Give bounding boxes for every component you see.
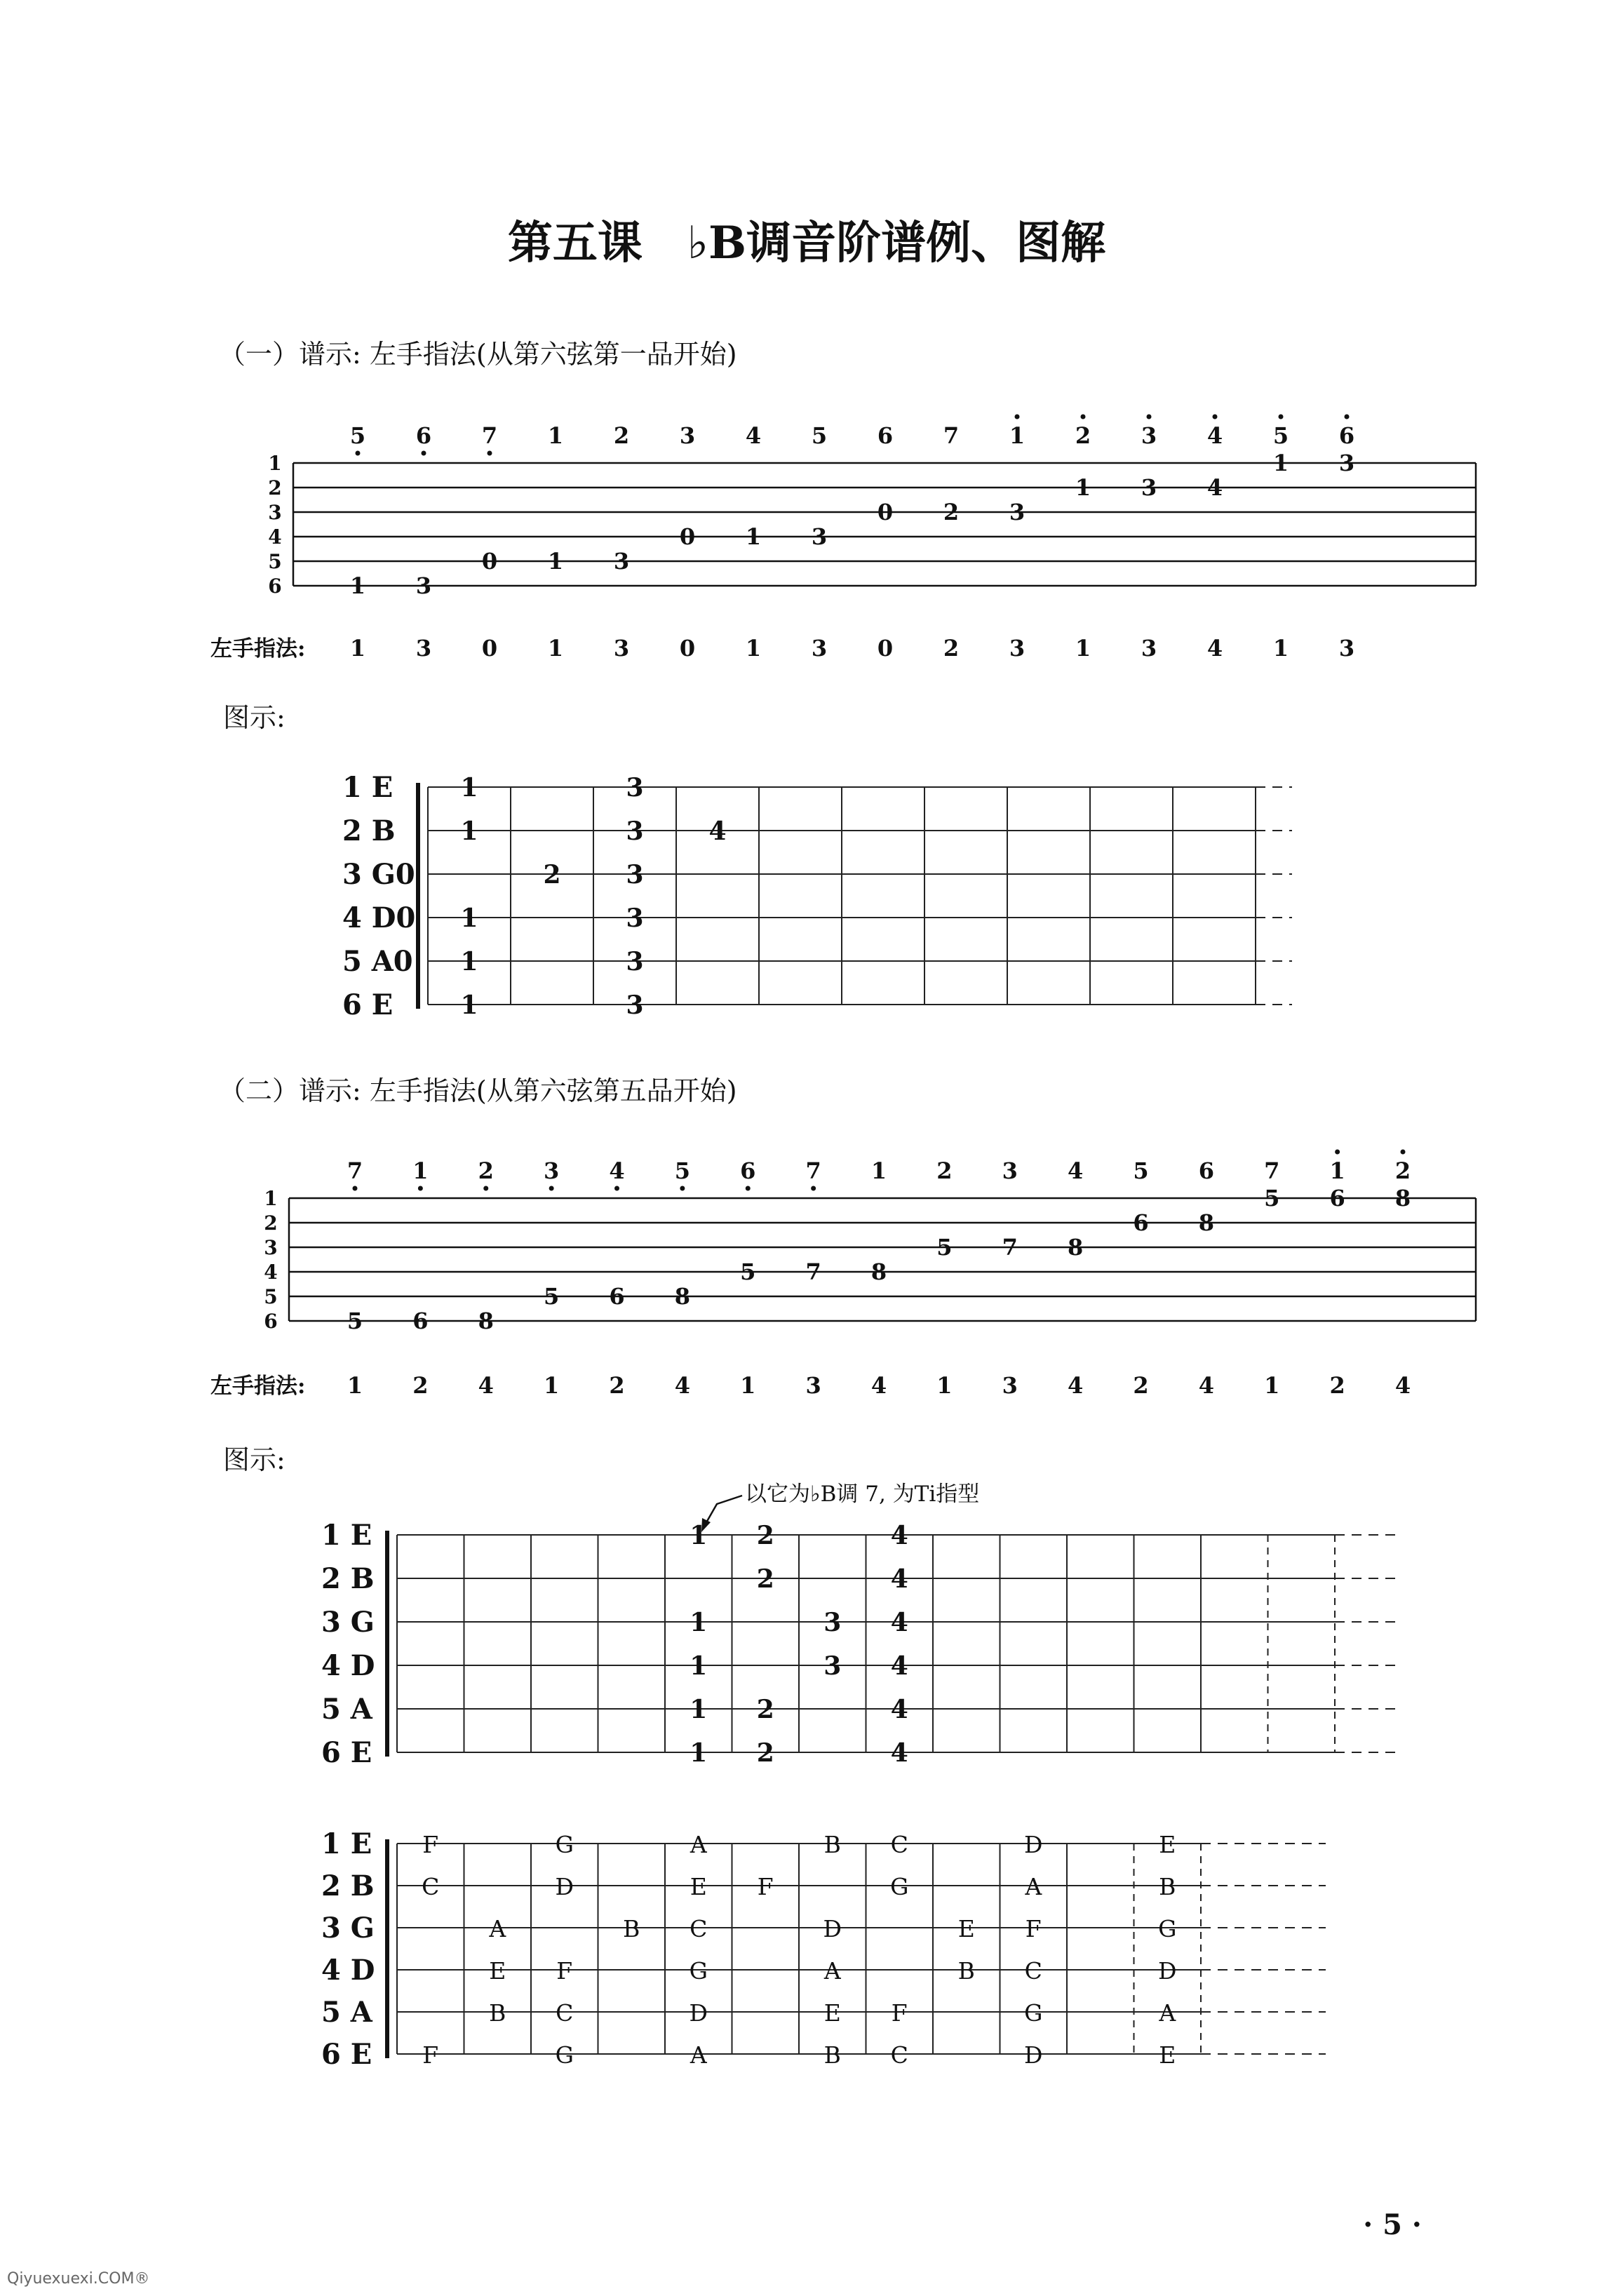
scale-note-number: 2: [478, 1157, 494, 1184]
octave-dot-high: [1081, 415, 1086, 419]
fingering-number: 2: [943, 635, 960, 662]
fingering-number: 4: [1206, 635, 1223, 662]
tab-fret-number: 5: [543, 1283, 560, 1310]
string-label: 2 B: [321, 1869, 375, 1902]
fingering-number: 1: [740, 1372, 756, 1399]
string-label: 3 G: [321, 1912, 375, 1945]
octave-dot-high: [1335, 1150, 1340, 1155]
tab-fret-number: 8: [870, 1258, 887, 1285]
fingering-number: 4: [1394, 1372, 1411, 1399]
fret-mark: D: [1158, 1957, 1177, 1985]
fret-mark: A: [690, 2041, 707, 2069]
fret-mark: 1: [460, 904, 478, 933]
fret-mark: 3: [626, 991, 644, 1020]
section2-heading: （二）谱示: 左手指法(从第六弦第五品开始): [219, 1075, 737, 1106]
fret-mark: 1: [690, 1521, 708, 1550]
tab-fret-number: 6: [1133, 1209, 1149, 1236]
fret-mark: 1: [460, 817, 478, 846]
scale-note-number: 1: [1329, 1157, 1345, 1184]
fret-mark: B: [489, 1999, 506, 2027]
fret-mark: 1: [460, 773, 478, 803]
scale-note-number: 3: [1002, 1157, 1018, 1184]
tab-fret-number: 1: [745, 523, 762, 550]
scale-note-number: 6: [415, 422, 432, 449]
scale-note-number: 5: [1272, 422, 1289, 449]
fret-mark: 1: [690, 1738, 708, 1768]
tab-fret-number: 4: [1206, 474, 1223, 501]
scale-note-number: 1: [547, 422, 564, 449]
fret-mark: G: [890, 1873, 909, 1900]
tab-fret-number: 3: [1009, 499, 1025, 525]
fret-mark: C: [890, 2041, 908, 2069]
fret-mark: C: [556, 1999, 574, 2027]
tab-fret-number: 5: [740, 1258, 756, 1285]
fret-mark: D: [1024, 2041, 1043, 2069]
fret-mark: B: [823, 1831, 841, 1858]
fingering-number: 1: [349, 635, 366, 662]
string-label: 1 E: [321, 1519, 372, 1552]
tab-string-number: 5: [264, 1285, 278, 1308]
tab-string-number: 2: [268, 476, 282, 499]
fret-mark: G: [1024, 1999, 1043, 2027]
string-label: 5 A: [321, 1693, 372, 1726]
tab-fret-number: 0: [877, 499, 894, 525]
octave-dot-low: [614, 1186, 619, 1191]
fret-mark: C: [1024, 1957, 1042, 1985]
tab-string-number: 6: [264, 1310, 278, 1333]
fingering-number: 2: [1329, 1372, 1345, 1399]
annotation-arrow: [706, 1496, 742, 1524]
scale-note-number: 4: [1067, 1157, 1084, 1184]
scale-note-number: 2: [936, 1157, 953, 1184]
string-label: 3 G0: [342, 858, 415, 891]
fret-mark: 3: [626, 904, 644, 933]
fingering-number: 2: [412, 1372, 429, 1399]
string-label: 1 E: [342, 771, 394, 804]
scale-note-number: 4: [745, 422, 762, 449]
fret-mark: 4: [890, 1738, 908, 1768]
tab-fret-number: 6: [412, 1308, 429, 1334]
section2-fingering-row: [347, 1372, 1411, 1399]
tab-fret-number: 8: [478, 1308, 494, 1334]
fret-mark: E: [823, 1999, 841, 2027]
fret-mark: B: [823, 2041, 841, 2069]
fingering-number: 3: [613, 635, 630, 662]
fret-mark: E: [489, 1957, 506, 1985]
fingering-number: 1: [1075, 635, 1091, 662]
page-number: · 5 ·: [1363, 2208, 1422, 2241]
fret-mark: G: [555, 2041, 574, 2069]
watermark: Qiyuexuexi.COM®: [7, 2270, 150, 2288]
fret-mark: 4: [890, 1695, 908, 1724]
fret-mark: E: [1159, 2041, 1176, 2069]
tab-fret-number: 3: [613, 548, 630, 575]
scale-note-number: 7: [347, 1157, 363, 1184]
scale-note-number: 6: [1198, 1157, 1215, 1184]
fret-mark: 4: [890, 1521, 908, 1550]
scale-note-number: 5: [674, 1157, 691, 1184]
fret-mark: G: [689, 1957, 708, 1985]
scale-note-number: 1: [412, 1157, 429, 1184]
scale-note-number: 5: [349, 422, 366, 449]
fret-mark: D: [689, 1999, 708, 2027]
fret-mark: 3: [823, 1608, 842, 1637]
string-label: 5 A: [321, 1996, 372, 2029]
fingering-number: 1: [543, 1372, 560, 1399]
tab-fret-number: 6: [1329, 1185, 1345, 1211]
tab-fret-number: 0: [481, 548, 498, 575]
section2-fretboard-diagram: [321, 1519, 1396, 1769]
tab-string-number: 1: [264, 1187, 278, 1210]
octave-dot-low: [418, 1186, 423, 1191]
tab-fret-number: 0: [679, 523, 696, 550]
scale-note-number: 7: [1264, 1157, 1280, 1184]
fret-mark: 2: [756, 1738, 774, 1768]
scale-note-number: 3: [1141, 422, 1157, 449]
string-label: 6 E: [321, 1736, 372, 1769]
section1-fingering-row: [350, 635, 1354, 662]
scale-note-number: 2: [1075, 422, 1091, 449]
fingering-number: 0: [877, 635, 894, 662]
tab-string-number: 5: [268, 550, 282, 573]
fingering-number: 2: [609, 1372, 625, 1399]
scale-note-number: 3: [543, 1157, 560, 1184]
tab-fret-number: 1: [1272, 450, 1289, 476]
fingering-number: 0: [481, 635, 498, 662]
octave-dot-high: [1279, 415, 1284, 419]
scale-note-number: 7: [805, 1157, 821, 1184]
fret-mark: 3: [626, 817, 644, 846]
tab-string-number: 6: [268, 575, 282, 598]
tab-string-number: 3: [268, 501, 282, 524]
section1-diagram-label: 图示:: [223, 702, 285, 733]
scale-note-number: 2: [613, 422, 630, 449]
fret-mark: C: [890, 1831, 908, 1858]
scale-note-number: 4: [609, 1157, 625, 1184]
section2-fingering-label: 左手指法:: [210, 1374, 306, 1399]
fret-mark: C: [422, 1873, 440, 1900]
fret-mark: B: [1159, 1873, 1176, 1900]
scale-note-number: 5: [1133, 1157, 1149, 1184]
octave-dot-high: [1015, 415, 1020, 419]
fingering-number: 4: [478, 1372, 494, 1399]
scale-note-number: 7: [481, 422, 498, 449]
octave-dot-high: [1345, 415, 1350, 419]
tab-fret-number: 5: [936, 1234, 953, 1261]
fret-mark: 1: [690, 1695, 708, 1724]
fret-mark: D: [555, 1873, 574, 1900]
fingering-number: 1: [1272, 635, 1289, 662]
octave-dot-high: [1147, 415, 1152, 419]
fret-mark: F: [757, 1873, 774, 1900]
fingering-number: 1: [936, 1372, 953, 1399]
fingering-number: 3: [1009, 635, 1025, 662]
fingering-number: 3: [1338, 635, 1355, 662]
fret-mark: 3: [626, 773, 644, 803]
section1-heading: （一）谱示: 左手指法(从第六弦第一品开始): [219, 339, 737, 370]
tab-fret-number: 3: [415, 572, 432, 599]
fret-mark: F: [1025, 1915, 1042, 1942]
tab-fret-number: 8: [1067, 1234, 1084, 1261]
tab-string-number: 4: [268, 525, 282, 549]
tab-fret-number: 5: [1264, 1185, 1280, 1211]
section1-fingering-label: 左手指法:: [210, 636, 306, 662]
fret-mark: 3: [823, 1651, 842, 1681]
fret-mark: 2: [756, 1695, 774, 1724]
octave-dot-low: [356, 451, 361, 456]
octave-dot-low: [746, 1186, 751, 1191]
octave-dot-high: [1213, 415, 1218, 419]
fret-mark: F: [556, 1957, 573, 1985]
fingering-number: 1: [547, 635, 564, 662]
scale-note-number: 6: [1338, 422, 1355, 449]
fingering-number: 3: [1141, 635, 1157, 662]
tab-string-number: 1: [268, 452, 282, 475]
scale-note-number: 6: [877, 422, 894, 449]
fret-mark: F: [891, 1999, 908, 2027]
scale-note-number: 5: [811, 422, 828, 449]
fret-mark: E: [1159, 1831, 1176, 1858]
fret-mark: 1: [460, 947, 478, 976]
fret-mark: C: [690, 1915, 708, 1942]
fret-mark: G: [555, 1831, 574, 1858]
scale-note-number: 1: [1009, 422, 1025, 449]
fret-mark: B: [957, 1957, 975, 1985]
scale-note-number: 7: [943, 422, 960, 449]
fret-mark: G: [1158, 1915, 1177, 1942]
fret-mark: 2: [756, 1564, 774, 1594]
scale-note-number: 1: [870, 1157, 887, 1184]
scale-note-number: 4: [1206, 422, 1223, 449]
note-name-fretboard: [321, 1827, 1326, 2071]
octave-dot-low: [811, 1186, 816, 1191]
fret-mark: A: [823, 1957, 841, 1985]
tab-fret-number: 8: [674, 1283, 691, 1310]
string-label: 4 D: [321, 1954, 375, 1987]
fingering-number: 2: [1133, 1372, 1149, 1399]
tab-fret-number: 2: [943, 499, 960, 525]
fingering-number: 1: [1264, 1372, 1280, 1399]
fret-mark: E: [957, 1915, 975, 1942]
fret-mark: 4: [890, 1564, 908, 1594]
string-label: 6 E: [321, 2038, 372, 2071]
octave-dot-low: [483, 1186, 488, 1191]
fret-mark: 1: [690, 1608, 708, 1637]
fret-mark: A: [1025, 1873, 1042, 1900]
fingering-number: 4: [1067, 1372, 1084, 1399]
fret-mark: A: [489, 1915, 506, 1942]
fret-mark: 4: [708, 817, 727, 846]
fingering-number: 3: [805, 1372, 821, 1399]
fingering-number: 1: [347, 1372, 363, 1399]
fingering-number: 4: [1198, 1372, 1215, 1399]
fret-mark: 3: [626, 947, 644, 976]
octave-dot-low: [353, 1186, 358, 1191]
annotation-text: 以它为♭B调 7, 为Ti指型: [745, 1482, 980, 1507]
section2-tab-staff: [264, 1150, 1476, 1335]
section1-fretboard-diagram: [342, 771, 1292, 1021]
fret-mark: A: [1159, 1999, 1176, 2027]
string-label: 1 E: [321, 1827, 372, 1860]
octave-dot-low: [680, 1186, 685, 1191]
fret-mark: D: [823, 1915, 842, 1942]
string-label: 3 G: [321, 1606, 375, 1639]
fret-mark: 2: [756, 1521, 774, 1550]
fret-mark: D: [1024, 1831, 1043, 1858]
fret-mark: F: [422, 2041, 439, 2069]
tab-fret-number: 3: [1141, 474, 1157, 501]
string-label: 6 E: [342, 988, 394, 1021]
fret-mark: B: [623, 1915, 640, 1942]
tab-fret-number: 7: [805, 1258, 821, 1285]
scale-note-number: 6: [740, 1157, 756, 1184]
string-label: 2 B: [321, 1562, 375, 1595]
string-label: 5 A0: [342, 945, 413, 978]
tab-fret-number: 3: [1338, 450, 1355, 476]
fingering-number: 3: [811, 635, 828, 662]
fingering-number: 4: [870, 1372, 887, 1399]
page-title: 第五课 ♭B调音阶谱例、图解: [507, 217, 1106, 269]
fingering-number: 0: [679, 635, 696, 662]
fret-mark: A: [690, 1831, 707, 1858]
tab-string-number: 4: [264, 1261, 278, 1284]
fret-mark: F: [422, 1831, 439, 1858]
tab-fret-number: 1: [547, 548, 564, 575]
fingering-number: 3: [415, 635, 432, 662]
octave-dot-low: [487, 451, 492, 456]
string-label: 2 B: [342, 814, 396, 847]
fingering-number: 4: [674, 1372, 691, 1399]
fingering-annotation: [701, 1482, 979, 1532]
fret-mark: 4: [890, 1651, 908, 1681]
section2-diagram-label: 图示:: [223, 1444, 285, 1475]
scale-note-number: 2: [1394, 1157, 1411, 1184]
tab-fret-number: 3: [811, 523, 828, 550]
scale-note-number: 3: [679, 422, 696, 449]
octave-dot-low: [422, 451, 426, 456]
fret-mark: E: [690, 1873, 707, 1900]
octave-dot-low: [549, 1186, 554, 1191]
tab-fret-number: 7: [1002, 1234, 1018, 1261]
tab-fret-number: 1: [349, 572, 366, 599]
octave-dot-high: [1401, 1150, 1406, 1155]
fret-mark: 1: [460, 991, 478, 1020]
tab-fret-number: 6: [609, 1283, 625, 1310]
fret-mark: 4: [890, 1608, 908, 1637]
fret-mark: 2: [543, 860, 561, 889]
fingering-number: 3: [1002, 1372, 1018, 1399]
fingering-number: 1: [745, 635, 762, 662]
tab-string-number: 3: [264, 1236, 278, 1259]
fret-mark: 1: [690, 1651, 708, 1681]
section1-tab-staff: [268, 415, 1476, 600]
tab-fret-number: 8: [1394, 1185, 1411, 1211]
tab-fret-number: 8: [1198, 1209, 1215, 1236]
fret-mark: 3: [626, 860, 644, 889]
tab-fret-number: 1: [1075, 474, 1091, 501]
string-label: 4 D: [321, 1649, 375, 1682]
string-label: 4 D0: [342, 901, 416, 934]
tab-string-number: 2: [264, 1211, 278, 1235]
tab-fret-number: 5: [347, 1308, 363, 1334]
